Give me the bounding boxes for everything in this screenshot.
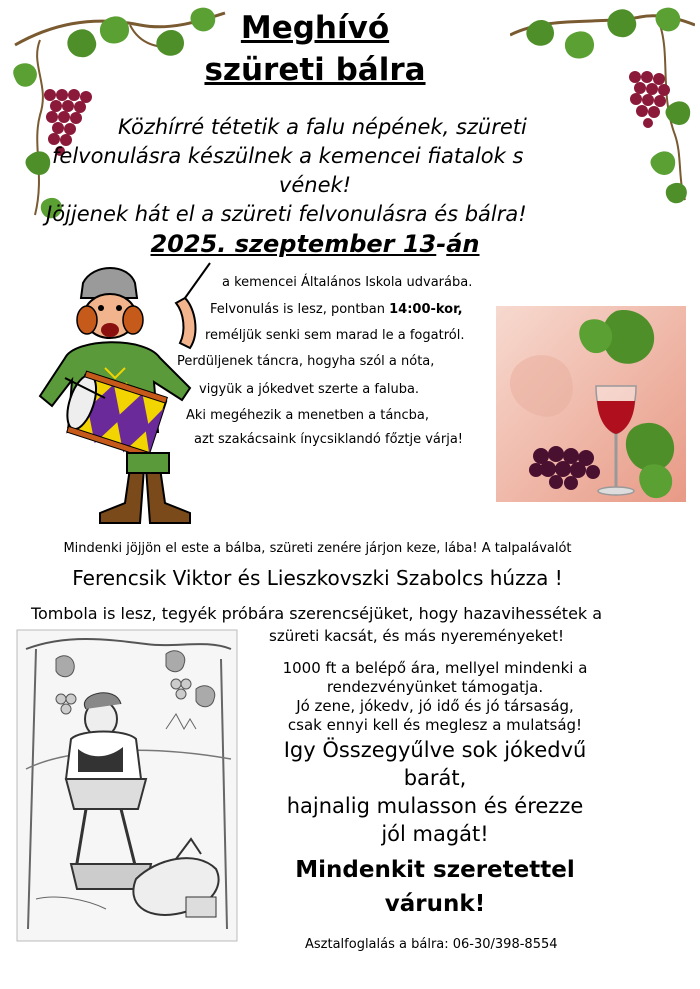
tombola-line-1: Tombola is lesz, tegyék próbára szerencséjüket, hogy hazavihessétek a [30,604,603,623]
price-line-3: Jó zene, jókedv, jó idő és jó társaság, [296,697,574,715]
intro-line-3: vének! [278,173,352,197]
title-line-2: szüreti bálra [204,52,426,88]
welcome-line-1: Mindenkit szeretettel [295,857,575,883]
details-line-7: azt szakácsaink ínycsiklandó főztje várja! [194,432,463,447]
intro-line-4: Jöjjenek hát el a szüreti felvonulásra és bálra! [46,202,527,226]
details-line-3: reméljük senki sem marad le a fogatról. [205,328,465,343]
intro-line-2: felvonulásra készülnek a kemencei fiatalok s [52,144,524,168]
event-date-dash: - [436,230,447,258]
price-line-1: 1000 ft a belépő ára, mellyel mindenki a [282,659,588,677]
details-line-2-text: Felvonulás is lesz, pontban [210,302,390,317]
details-line-4: Perdüljenek táncra, hogyha szól a nóta, [177,354,435,369]
price-line-2: rendezvényünket támogatja. [326,678,544,696]
ball-invitation: Mindenki jöjjön el este a bálba, szüreti zenére járjon keze, lába! A talpalávalót [63,541,572,556]
drummer-illustration [35,258,220,528]
intro-line-1: Közhírré tétetik a falu népének, szüreti [118,115,527,139]
details-line-5: vigyük a jókedvet szerte a faluba. [199,382,420,397]
event-date-main: 2025. szeptember 13 [150,230,437,258]
table-reservation: Asztalfoglalás a bálra: 06-30/398-8554 [305,937,558,952]
details-line-1: a kemencei Általános Iskola udvarába. [222,275,473,290]
closing-line-3: hajnalig mulasson és érezze [286,794,584,818]
closing-line-1: Igy Összegyűlve sok jókedvű [283,738,587,762]
wine-glass-illustration [496,306,686,502]
price-line-4: csak ennyi kell és meglesz a mulatság! [287,716,583,734]
event-date [0,230,630,258]
welcome-line-2: várunk! [384,891,486,917]
event-date-suffix: án [446,230,480,258]
grape-stomper-sketch-illustration [16,629,238,942]
closing-line-4: jól magát! [381,822,489,846]
details-line-6: Aki megéhezik a menetben a táncba, [186,408,430,423]
details-line-2 [210,302,463,317]
closing-line-2: barát, [403,766,467,790]
departure-time: 14:00-kor, [389,302,463,317]
tombola-line-2: szüreti kacsát, és más nyereményeket! [269,627,564,645]
title-line-1: Meghívó [240,10,390,46]
musicians: Ferencsik Viktor és Lieszkovszki Szabolcs húzza ! [72,566,563,590]
